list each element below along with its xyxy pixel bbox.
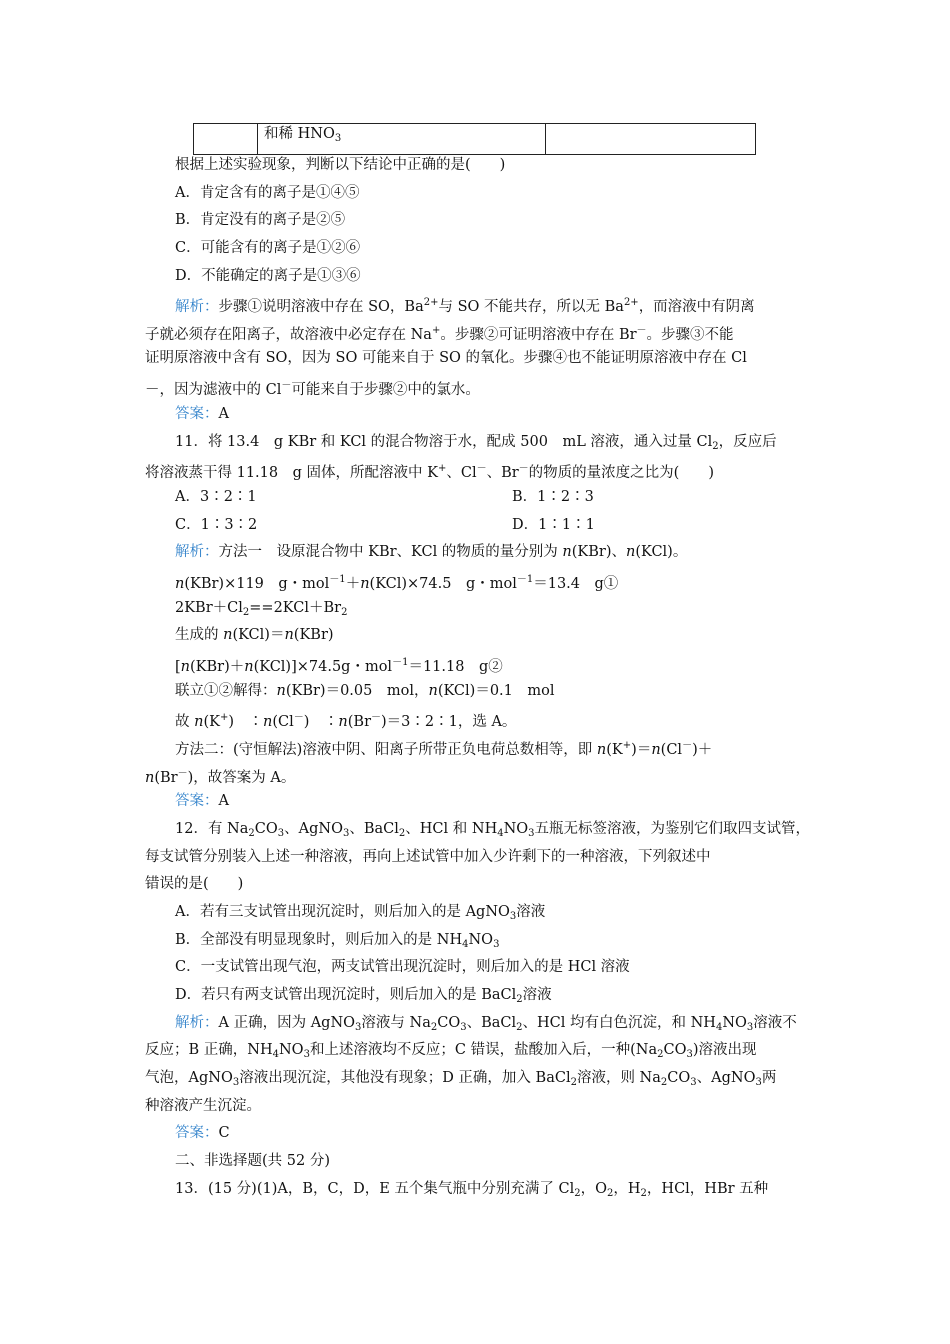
q10-option-c: C．可能含有的离子是①②⑥ — [175, 240, 361, 256]
q11-equation-6: 故 n(K+) ∶n(Cl－) ∶n(Br－)＝3∶2∶1，选 A。 — [175, 712, 517, 730]
q10-answer: 答案：A — [175, 406, 229, 422]
subscript: 3 — [334, 133, 342, 144]
q11-equation-4: [n(KBr)＋n(KCl)]×74.5g・mol$^{-1}$＝11.18 g② — [175, 657, 503, 675]
q11-equation-1: n(KBr)×119 g・mol$^{-1}$＋n(KCl)×74.5 g・mol$^{-1}$＝13.4 g① — [175, 574, 619, 592]
q10-option-a: A．肯定含有的离子是①④⑤ — [175, 185, 360, 201]
q10-analysis-line-2: 子就必须存在阳离子，故溶液中必定存在 Na+。步骤②可证明溶液中存在 Br－。步骤③不能 — [145, 325, 734, 343]
q12-analysis-line-4: 种溶液产生沉淀。 — [145, 1098, 261, 1114]
q11-option-b: B．1∶2∶3 — [512, 489, 594, 505]
answer-label: 答案： — [175, 793, 219, 809]
table-row — [194, 124, 756, 155]
q12-analysis-line-2: 反应；B 正确，$NH_4NO_3$和上述溶液均不反应；C 错误，盐酸加入后，一种$(Na_2CO_3)$溶液出现 — [145, 1042, 757, 1060]
q11-option-d: D．1∶1∶1 — [512, 517, 595, 533]
q12-stem-line-3: 错误的是( ) — [145, 876, 244, 892]
q10-analysis-line-4: －，因为滤液中的 Cl－可能来自于步骤②中的氯水。 — [145, 380, 480, 398]
q10-analysis-line-1: 解析：步骤①说明溶液中存在 SO，$Ba^{2+}$与 SO 不能共存，所以无 $Ba^{2+}$，而溶液中有阴离 — [175, 297, 755, 315]
q12-stem-line-1: 12．有 $Na_2CO_3$、AgNO$_3$、BaCl$_2$、HCl 和 $NH_4NO_3$五瓶无标签溶液，为鉴别它们取四支试管， — [175, 821, 811, 839]
q11-option-a: A．3∶2∶1 — [175, 489, 257, 505]
table-cell-text: 和稀 HNO — [264, 126, 335, 142]
q11-analysis-line-1: 解析：方法一 设原混合物中 KBr、KCl 的物质的量分别为 n(KBr)、n(KCl)。 — [175, 544, 688, 560]
q12-option-b: B．全部没有明显现象时，则后加入的是 $NH_4NO_3$ — [175, 932, 500, 950]
table-cell-phenomenon — [546, 124, 756, 155]
table-cell-operation — [258, 124, 546, 155]
q11-stem-line-2: 将溶液蒸干得 11.18 g 固体，所配溶液中 K+、Cl－、Br－的物质的量浓度之比为( ) — [145, 463, 714, 481]
q12-option-d: D．若只有两支试管出现沉淀时，则后加入的是 BaCl$_2$溶液 — [175, 987, 552, 1005]
q12-analysis-line-3: 气泡，AgNO$_3$溶液出现沉淀，其他没有现象；D 正确，加入 BaCl$_2$溶液，则 $Na_2CO_3$、AgNO$_3$两 — [145, 1070, 777, 1088]
q11-equation-5: 联立①②解得：n(KBr)＝0.05 mol，n(KCl)＝0.1 mol — [175, 683, 555, 699]
q11-stem-line-1: 11．将 13.4 g KBr 和 KCl 的混合物溶于水，配成 500 mL 溶液，通入过量 $Cl_2$，反应后 — [175, 434, 777, 452]
analysis-label: 解析： — [175, 1015, 219, 1031]
q11-answer: 答案：A — [175, 793, 229, 809]
q11-method-2-line-2: n(Br－)，故答案为 A。 — [145, 768, 296, 786]
analysis-label: 解析： — [175, 544, 219, 560]
q12-stem-line-2: 每支试管分别装入上述一种溶液，再向上述试管中加入少许剩下的一种溶液，下列叙述中 — [145, 849, 711, 865]
q10-option-b: B．肯定没有的离子是②⑤ — [175, 212, 346, 228]
q12-analysis-line-1: 解析：A 正确，因为 AgNO$_3$溶液与 $Na_2CO_3$、BaCl$_2$、HCl 均有白色沉淀，和 $NH_4NO_3$溶液不 — [175, 1015, 797, 1033]
q11-method-2-line-1: 方法二：(守恒解法)溶液中阴、阳离子所带正负电荷总数相等，即 n(K+)＝n(Cl－)＋ — [175, 740, 713, 758]
analysis-label: 解析： — [175, 299, 219, 315]
q11-option-c: C．1∶3∶2 — [175, 517, 258, 533]
q13-stem-line-1: 13．(15 分)(1)A，B，C，D，E 五个集气瓶中分别充满了 $Cl_2$，$O_2$，$H_2$，HCl，HBr 五种 — [175, 1181, 769, 1199]
q10-stem: 根据上述实验现象，判断以下结论中正确的是( ) — [175, 157, 506, 173]
q12-option-a: A．若有三支试管出现沉淀时，则后加入的是 AgNO$_3$溶液 — [175, 904, 546, 922]
section-heading: 二、非选择题(共 52 分) — [175, 1153, 330, 1169]
answer-label: 答案： — [175, 406, 219, 422]
q11-equation-2: $2KBr+Cl_2==2KCl+Br_2$ — [175, 600, 348, 618]
q12-option-c: C．一支试管出现气泡，两支试管出现沉淀时，则后加入的是 HCl 溶液 — [175, 959, 630, 975]
q10-option-d: D．不能确定的离子是①③⑥ — [175, 268, 361, 284]
answer-label: 答案： — [175, 1125, 219, 1141]
q12-answer: 答案：C — [175, 1125, 230, 1141]
q10-analysis-line-3: 证明原溶液中含有 SO，因为 SO 可能来自于 SO 的氧化。步骤④也不能证明原溶液中存在 Cl — [145, 350, 747, 366]
q11-equation-3: 生成的 n(KCl)＝n(KBr) — [175, 627, 334, 643]
table-cell-step — [194, 124, 258, 155]
experiment-table-fragment — [193, 123, 756, 155]
